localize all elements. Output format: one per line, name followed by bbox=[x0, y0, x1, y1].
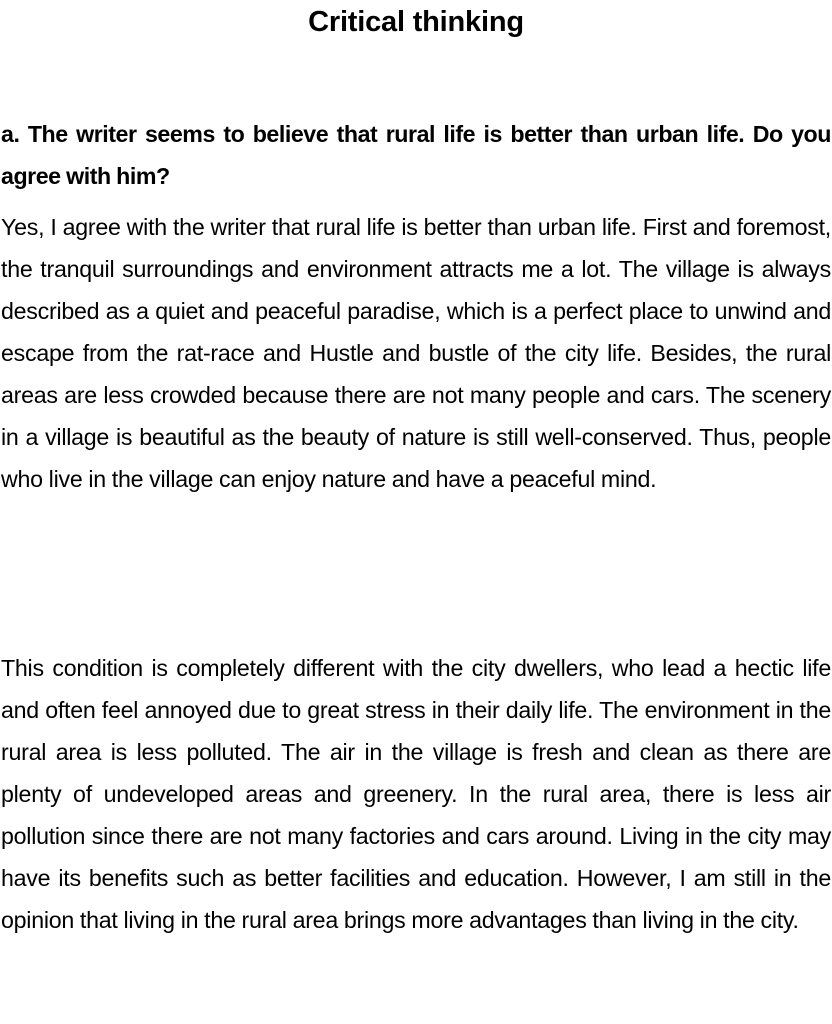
answer-paragraph-1: Yes, I agree with the writer that rural life is better than urban life. First and foremost, the tranquil surroundings and environment attracts me a lot. The village is always described as a quiet and peaceful paradise, which is a perfect place to unwind and escape from the rat-race and Hustle and bustle of the city life. Besides, the rural areas are less crowded because there are not many people and cars. The scenery in a village is beautiful as the beauty of nature is still well-conserved. Thus, people who live in the village can enjoy nature and have a peaceful mind. bbox=[1, 214, 831, 492]
page-title: Critical thinking bbox=[308, 6, 524, 38]
question-text: a. The writer seems to believe that rural life is better than urban life. Do you agree with him? bbox=[1, 121, 831, 189]
answer-paragraph-2: This condition is completely different with the city dwellers, who lead a hectic life and often feel annoyed due to great stress in their daily life. The environment in the rural area is less polluted. The air in the village is fresh and clean as there are plenty of undeveloped areas and greenery. In the rural area, there is less air pollution since there are not many factories and cars around. Living in the city may have its benefits such as better facilities and education. However, I am still in the opinion that living in the rural area brings more advantages than living in the city. bbox=[1, 655, 831, 933]
